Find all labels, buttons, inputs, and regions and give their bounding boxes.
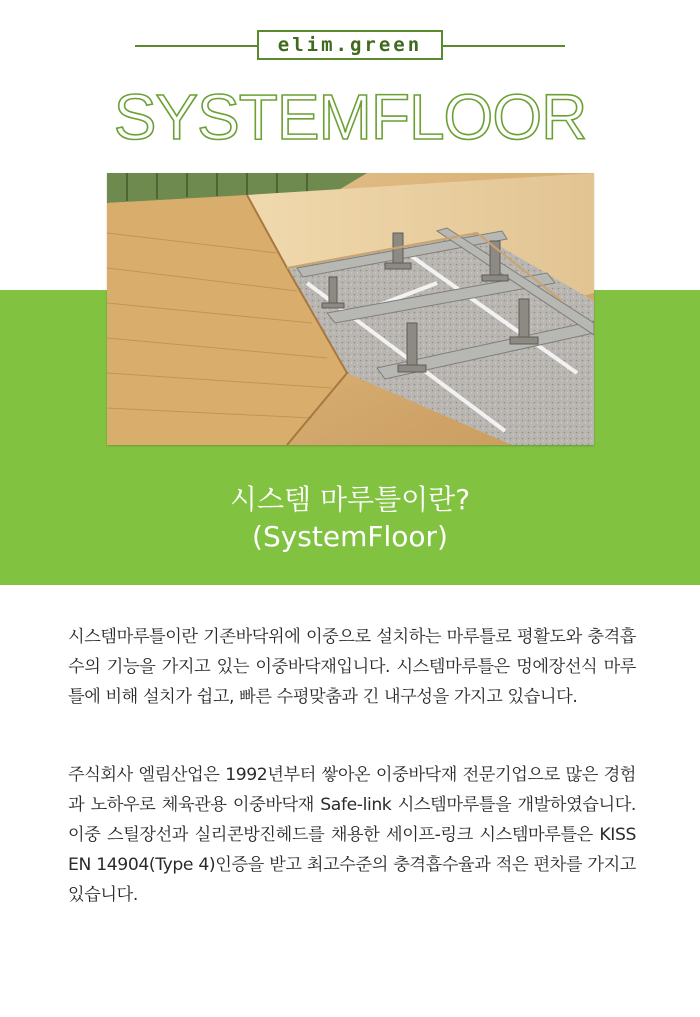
brand-divider-right [443, 45, 565, 47]
brand-divider-left [135, 45, 257, 47]
subtitle-question: 시스템 마루틀이란? [229, 483, 471, 516]
system-floor-illustration [107, 173, 594, 445]
intro-paragraph: 시스템마루틀이란 기존바닥위에 이중으로 설치하는 마루틀로 평활도와 충격흡수의 기능을 가지고 있는 이중바닥재입니다. 시스템마루틀은 멍에장선식 마루틀에 비해 설치가 쉽고, 빠른 수평맞춤과 긴 내구성을 가지고 있습니다. [68, 627, 636, 707]
brand-label: elim.green [257, 30, 443, 60]
brand-header [135, 30, 565, 62]
system-floor-photo [107, 173, 594, 445]
subtitle-english: (SystemFloor) [252, 520, 448, 553]
page-title: SYSTEMFLOOR [113, 81, 587, 153]
company-paragraph: 주식회사 엘림산업은 1992년부터 쌓아온 이중바닥재 전문기업으로 많은 경험과 노하우로 체육관용 이중바닥재 Safe-link 시스템마루틀을 개발하였습니다. 이중 스틸장선과 실리콘방진헤드를 채용한 세이프-링크 시스템마루틀은 KISS EN 14904(Type 4)인증을 받고 최고수준의 충격흡수율과 적은 편차를 가지고 있습니다. [68, 765, 636, 905]
